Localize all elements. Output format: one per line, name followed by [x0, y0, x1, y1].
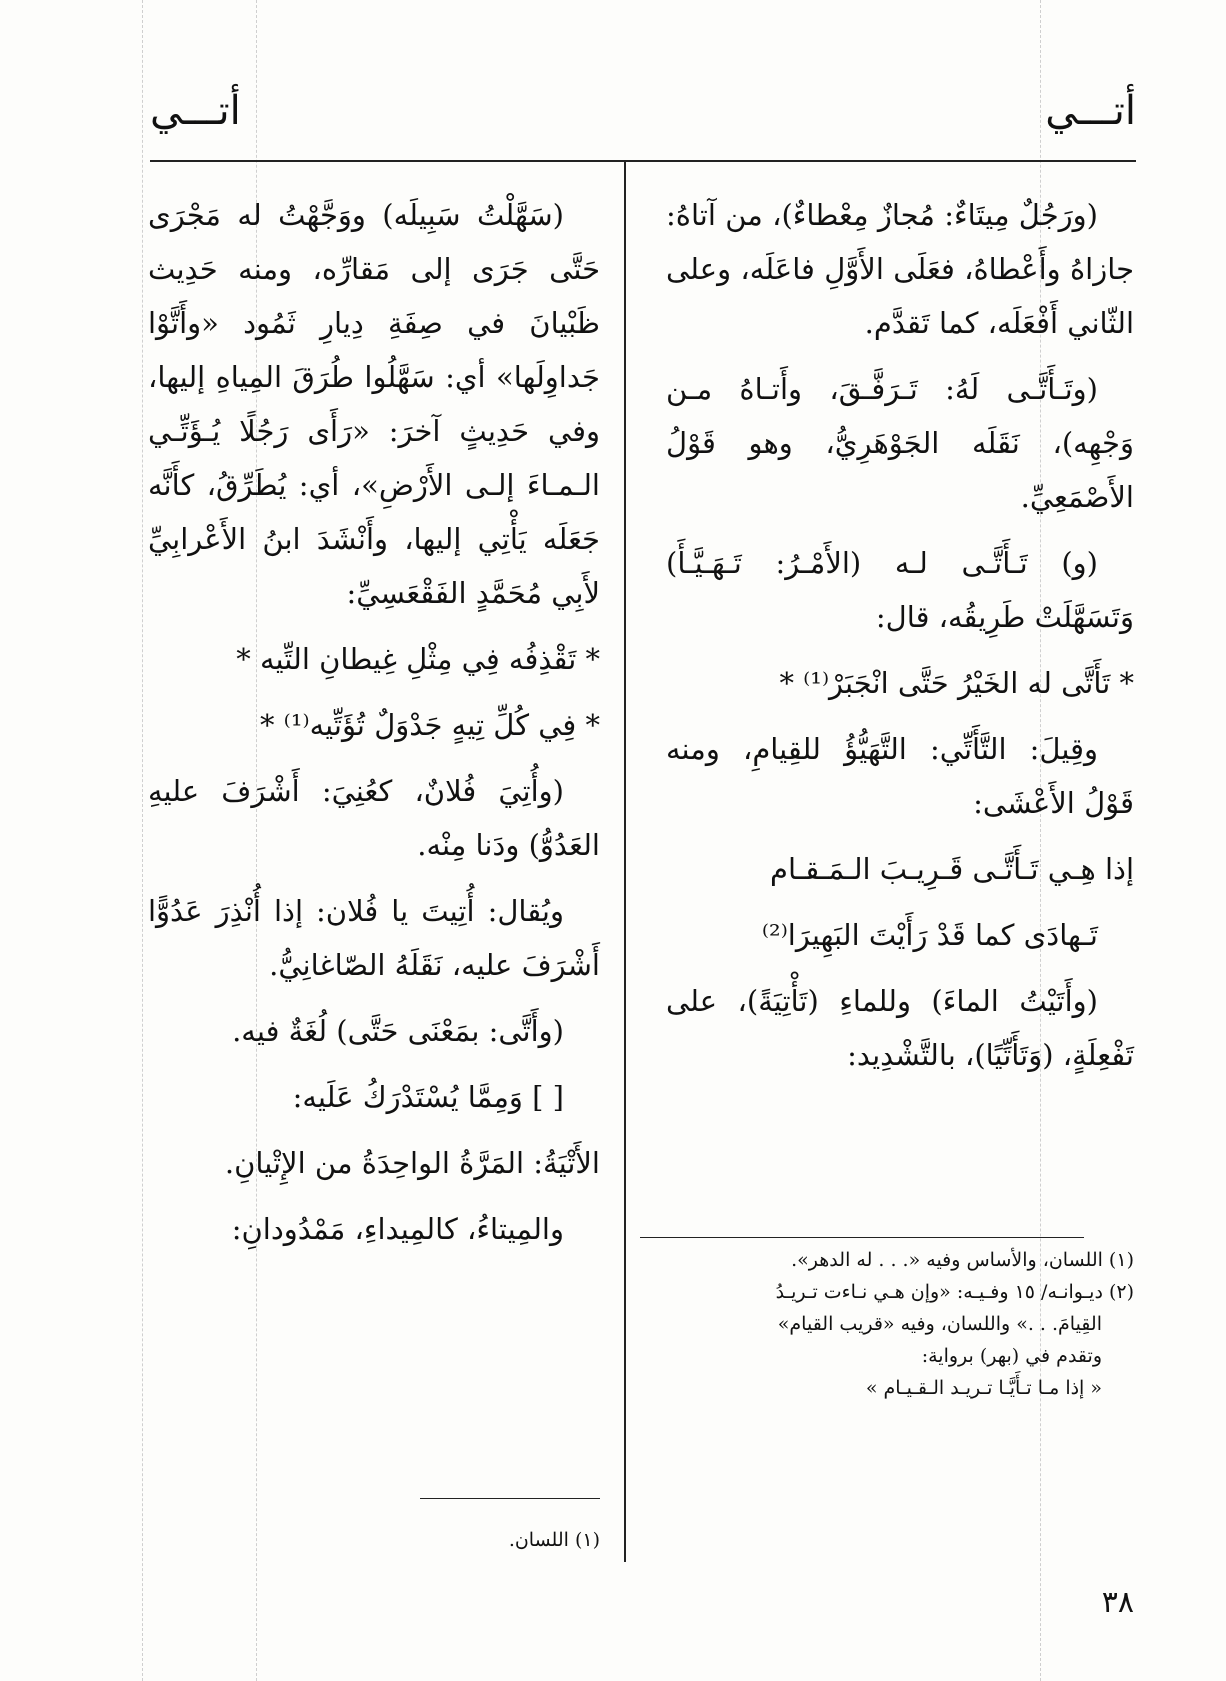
- paragraph: (وأُتِيَ فُلانٌ، كعُنِيَ: أَشْرَفَ عليهِ العَدُوُّ) ودَنا مِنْه.: [148, 774, 600, 862]
- verse-line: تَـهادَى كما قَدْ رَأَيْتَ البَهِيرَا⁽²⁾: [761, 918, 1098, 952]
- left-footnotes: [148, 1524, 600, 1556]
- paragraph: [ ] وَمِمَّا يُسْتَدْرَكُ عَلَيه:: [292, 1080, 564, 1114]
- footnote-continuation: وتقدم في (بهر) برواية:: [921, 1345, 1102, 1367]
- footnote-rule: [420, 1498, 600, 1499]
- paragraph: والمِيتاءُ، كالمِيداءِ، مَمْدُودانِ:: [231, 1212, 564, 1246]
- verse-line: * فِي كُلِّ تِيهٍ جَدْوَلٌ تُؤَتِّيه⁽¹⁾ *: [259, 708, 600, 742]
- page-number: ٣٨: [1101, 1585, 1134, 1620]
- footnote-continuation: « إذا مـا تـأَيَّـا تـريـد الـقـيـام »: [865, 1377, 1102, 1399]
- paragraph: (وأَتَّى: بمَعْنَى حَتَّى) لُغَةٌ فيه.: [232, 1014, 564, 1048]
- verse-line: * تَأَتَّى له الخَيْرُ حَتَّى انْجَبَرْ⁽¹⁾ *: [779, 666, 1134, 700]
- right-column: [666, 188, 1134, 1094]
- paragraph: (ورَجُلٌ مِيتَاءٌ: مُجازٌ مِعْطاءٌ)، من آتاهُ: جازاهُ وأَعْطاهُ، فعَلَى الأَوَّلِ فاعَلَه، وعلى الثّاني أَفْعَلَه، كما تَقدَّم.: [666, 198, 1134, 340]
- paragraph: الأَتْيَةُ: المَرَّةُ الواحِدَةُ من الإِتْيانِ.: [224, 1146, 600, 1180]
- verse-line: * تَقْذِفُه فِي مِثْلِ غِيطانِ التِّيه *: [236, 642, 600, 676]
- paragraph: (وأَتَيْتُ الماءَ) وللماءِ (تَأْتِيَةً)، على تَفْعِلَةٍ، (وَتَأَتِّيًا)، بالتَّشْدِيد:: [666, 984, 1134, 1072]
- paragraph: (وتَـأَتَّـى لَهُ: تَـرَفَّـقَ، وأَتـاهُ مـن وَجْهِه)، نَقَلَه الجَوْهَرِيُّ، وهو قَوْلُ الأَصْمَعِيِّ.: [666, 372, 1134, 514]
- verse-line: إذا هِـي تَـأَتَّـى قَـرِيـبَ الـمَـقـام: [769, 852, 1134, 886]
- footnote: (١) اللسان.: [508, 1529, 600, 1551]
- header-left-word: أتـــي: [150, 88, 241, 134]
- column-separator: [624, 162, 626, 1562]
- paragraph: ويُقال: أُتِيتَ يا فُلان: إذا أُنْذِرَ عَدُوًّا أَشْرَفَ عليه، نَقَلَهُ الصّاغانِيُّ.: [148, 894, 600, 982]
- footnote: (٢) ديـوانـه/ ١٥ وفـيـه: «وإن هـي نـاءت تـريـدُ: [775, 1281, 1134, 1303]
- header-right-word: أتـــي: [1045, 88, 1136, 134]
- paragraph: (و) تَـأَتَّـى لـه (الأَمْـرُ: تَـهَـيَّـأَ) وَتَسَهَّلَتْ طَرِيقُه، قال:: [666, 546, 1134, 634]
- right-footnotes: [664, 1244, 1134, 1404]
- header-rule: [150, 160, 1136, 162]
- paragraph: وقِيلَ: التَّأَتِّي: التَّهَيُّؤُ للقِيامِ، ومنه قَوْلُ الأَعْشَى:: [666, 732, 1134, 820]
- scan-guide-line: [142, 0, 143, 1681]
- left-column: [148, 188, 600, 1268]
- paragraph: (سَهَّلْتُ سَبِيلَه) ووَجَّهْتُ له مَجْرَى حَتَّى جَرَى إلى مَقارِّه، ومنه حَدِيث ظَبْيانَ في صِفَةِ دِيارِ ثَمُود «وأَتَّوْا جَداوِلَها» أي: سَهَّلُوا طُرَقَ المِياهِ إليها، وفي حَدِيثٍ آخرَ: «رَأَى رَجُلًا يُـؤَتِّـي الـمـاءَ إلـى الأَرْضِ»، أي: يُطَرِّقُ، كأَنَّه جَعَلَه يَأْتِي إليها، وأَنْشَدَ ابنُ الأَعْرابِيِّ لأَبِي مُحَمَّدٍ الفَقْعَسِيِّ:: [148, 198, 600, 610]
- footnote-continuation: القِيامَ. . .» واللسان، وفيه «قريب القيام»: [777, 1313, 1102, 1335]
- footnote: (١) اللسان، والأساس وفيه «. . . له الدهر».: [791, 1249, 1134, 1271]
- footnote-rule: [640, 1237, 1084, 1238]
